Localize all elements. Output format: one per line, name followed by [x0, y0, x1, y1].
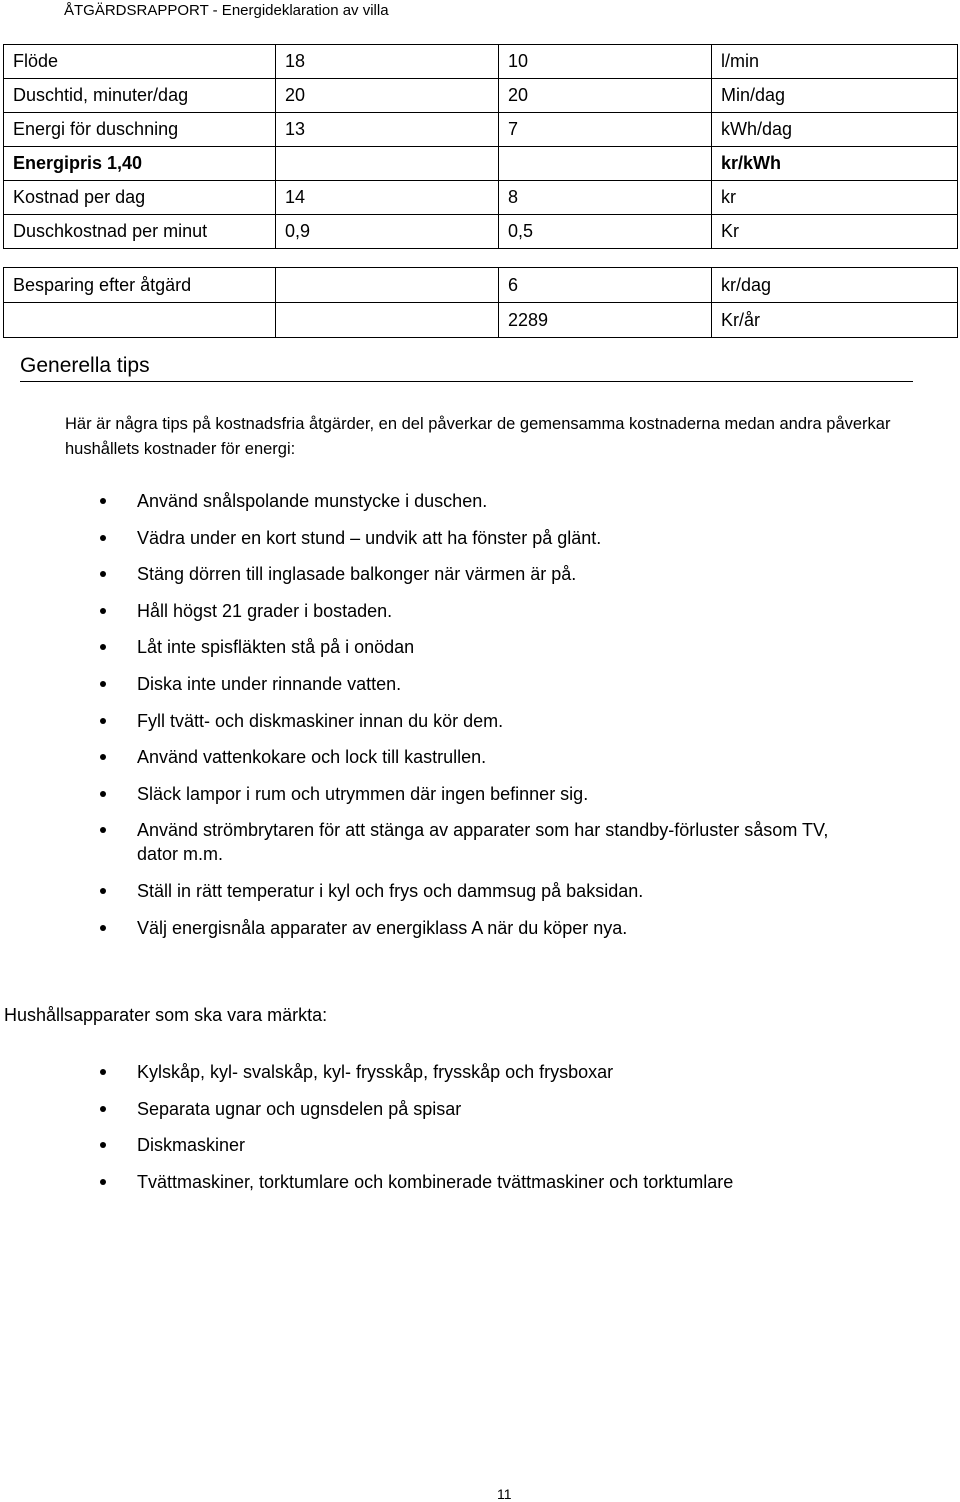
table-cell: 20: [276, 79, 499, 113]
bullet-icon: [100, 1069, 106, 1075]
intro-paragraph: Här är några tips på kostnadsfria åtgärder, en del påverkar de gemensamma kostnaderna medan andra påverkar hushållets kostnader för energi:: [65, 415, 891, 458]
table-cell: kWh/dag: [712, 113, 958, 147]
table-cell: 14: [276, 181, 499, 215]
table-cell: 2289: [499, 303, 712, 338]
bullet-icon: [100, 498, 106, 504]
list-item-text: Tvättmaskiner, torktumlare och kombinerade tvättmaskiner och torktumlare: [137, 1171, 734, 1192]
table-cell: 0,9: [276, 215, 499, 249]
bullet-icon: [100, 644, 106, 650]
table-spacer-row: [4, 249, 958, 268]
table-row: [4, 303, 958, 338]
table-cell: [499, 147, 712, 181]
table-row: [4, 79, 958, 113]
bullet-icon: [100, 535, 106, 541]
table-cell: Kostnad per dag: [4, 181, 276, 215]
table-cell: 18: [276, 45, 499, 79]
shower-cost-table: [3, 44, 958, 338]
list-item-text: Använd vattenkokare och lock till kastrullen.: [137, 747, 487, 768]
list-item-text: Låt inte spisfläkten stå på i onödan: [137, 637, 415, 658]
list-item-text: Använd strömbrytaren för att stänga av apparater som har standby-förluster såsom TV, dator m.m.: [137, 820, 829, 865]
bullet-icon: [100, 1142, 106, 1148]
appliances-heading: Hushållsapparater som ska vara märkta:: [4, 1005, 328, 1025]
list-item-text: Fyll tvätt- och diskmaskiner innan du kör dem.: [137, 710, 504, 731]
table-cell: Besparing efter åtgärd: [4, 268, 276, 303]
list-item: [100, 745, 860, 769]
table-cell: [4, 303, 276, 338]
table-cell: Kr: [712, 215, 958, 249]
list-item: [100, 599, 860, 623]
list-item: [100, 709, 860, 733]
table-cell: 13: [276, 113, 499, 147]
bullet-icon: [100, 827, 106, 833]
bullet-icon: [100, 608, 106, 614]
list-item-text: Håll högst 21 grader i bostaden.: [137, 600, 393, 621]
bullet-icon: [100, 925, 106, 931]
table-cell: kr: [712, 181, 958, 215]
list-item: [100, 782, 860, 806]
list-item: [100, 562, 860, 586]
table-cell: Kr/år: [712, 303, 958, 338]
table-cell: [276, 147, 499, 181]
list-item: [100, 1097, 860, 1121]
table-cell: Duschkostnad per minut: [4, 215, 276, 249]
table-cell: 6: [499, 268, 712, 303]
bullet-icon: [100, 888, 106, 894]
table-cell: Min/dag: [712, 79, 958, 113]
tips-list: [100, 489, 860, 952]
list-item: [100, 1170, 860, 1194]
list-item: [100, 818, 860, 866]
list-item: [100, 635, 860, 659]
list-item: [100, 1133, 860, 1157]
list-item-text: Kylskåp, kyl- svalskåp, kyl- frysskåp, frysskåp och frysboxar: [137, 1062, 614, 1082]
bullet-icon: [100, 681, 106, 687]
list-item: [100, 1060, 860, 1084]
list-item: [100, 526, 860, 550]
list-item: [100, 879, 860, 903]
list-item-text: Använd snålspolande munstycke i duschen.: [137, 491, 488, 511]
table-cell: kr/kWh: [712, 147, 958, 181]
bullet-icon: [100, 1106, 106, 1112]
table-cell: [276, 268, 499, 303]
bullet-icon: [100, 571, 106, 577]
section-title: Generella tips: [20, 354, 913, 382]
bullet-icon: [100, 754, 106, 760]
table-cell: 10: [499, 45, 712, 79]
table-cell: Flöde: [4, 45, 276, 79]
table-cell: Energi för duschning: [4, 113, 276, 147]
bullet-icon: [100, 791, 106, 797]
table-row: [4, 147, 958, 181]
table-row: [4, 113, 958, 147]
list-item-text: Välj energisnåla apparater av energiklass A när du köper nya.: [137, 917, 628, 938]
table-cell: Energipris 1,40: [4, 147, 276, 181]
list-item-text: Separata ugnar och ugnsdelen på spisar: [137, 1098, 462, 1119]
list-item: [100, 672, 860, 696]
bullet-icon: [100, 1179, 106, 1185]
table-row: [4, 181, 958, 215]
table-cell: 7: [499, 113, 712, 147]
list-item-text: Diska inte under rinnande vatten.: [137, 673, 402, 694]
list-item-text: Stäng dörren till inglasade balkonger när värmen är på.: [137, 564, 577, 585]
list-item: [100, 916, 860, 940]
table-row: [4, 215, 958, 249]
table-cell: 0,5: [499, 215, 712, 249]
table-cell: [276, 303, 499, 338]
table-cell: l/min: [712, 45, 958, 79]
list-item-text: Släck lampor i rum och utrymmen där ingen befinner sig.: [137, 783, 589, 804]
table-cell: kr/dag: [712, 268, 958, 303]
table-cell: 8: [499, 181, 712, 215]
list-item-text: Diskmaskiner: [137, 1135, 246, 1156]
table-row: [4, 268, 958, 303]
table-row: [4, 45, 958, 79]
appliances-list: [100, 1060, 860, 1206]
list-item-text: Vädra under en kort stund – undvik att ha fönster på glänt.: [137, 527, 602, 548]
page-number: 11: [497, 1486, 512, 1502]
table-cell: 20: [499, 79, 712, 113]
list-item-text: Ställ in rätt temperatur i kyl och frys och dammsug på baksidan.: [137, 880, 644, 901]
report-header: ÅTGÄRDSRAPPORT - Energideklaration av villa: [64, 2, 389, 19]
bullet-icon: [100, 718, 106, 724]
table-cell: Duschtid, minuter/dag: [4, 79, 276, 113]
list-item: [100, 489, 860, 513]
